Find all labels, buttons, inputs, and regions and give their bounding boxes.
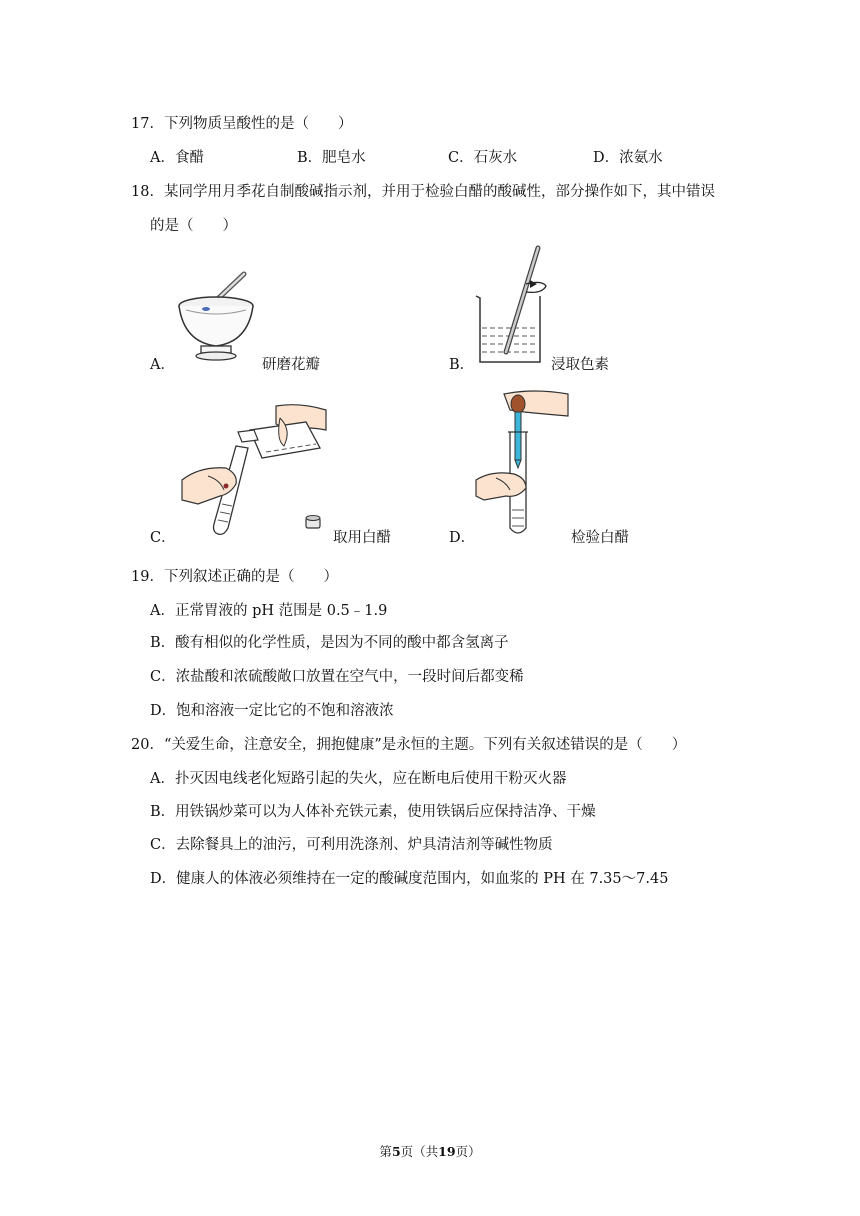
q17-option-c: C．石灰水: [448, 150, 518, 166]
footer-middle: 页（共: [400, 1144, 439, 1159]
q18-option-a-letter: A．: [150, 357, 175, 373]
pouring-into-test-tube-icon: [180, 400, 330, 540]
mortar-pestle-icon: [176, 270, 256, 362]
q19-option-b: B．酸有相似的化学性质，是因为不同的酸中都含氢离子: [150, 635, 509, 651]
page-footer: [0, 1142, 860, 1160]
question-18-stem-line1: 18．某同学用月季花自制酸碱指示剂，并用于检验白醋的酸碱性，部分操作如下，其中错误: [131, 184, 715, 200]
q18-option-d-caption: 检验白醋: [571, 530, 629, 546]
footer-page-number: 5: [391, 1144, 401, 1159]
q20-option-a: A．扑灭因电线老化短路引起的失火，应在断电后使用干粉灭火器: [150, 771, 567, 787]
q18-option-b-letter: B．: [449, 357, 475, 373]
q19-option-c: C．浓盐酸和浓硫酸敞口放置在空气中，一段时间后都变稀: [150, 669, 524, 685]
q20-option-b: B．用铁锅炒菜可以为人体补充铁元素，使用铁锅后应保持洁净、干燥: [150, 804, 596, 820]
q20-option-c: C．去除餐具上的油污，可利用洗涤剂、炉具清洁剂等碱性物质: [150, 837, 553, 853]
question-19-stem: 19．下列叙述正确的是（ ）: [131, 569, 338, 585]
q17-option-d: D．浓氨水: [593, 150, 663, 166]
q18-option-b-caption: 浸取色素: [551, 357, 609, 373]
q18-option-c-letter: C．: [150, 530, 176, 546]
q17-option-b: B．肥皂水: [297, 150, 366, 166]
q18-option-d-letter: D．: [449, 530, 476, 546]
q18-option-c-caption: 取用白醋: [333, 530, 391, 546]
q19-option-d: D．饱和溶液一定比它的不饱和溶液浓: [150, 703, 394, 719]
footer-suffix: 页）: [455, 1144, 481, 1159]
beaker-stirring-icon: [470, 244, 550, 366]
footer-total-pages: 19: [438, 1144, 456, 1159]
q19-option-a: A．正常胃液的 pH 范围是 0.5﹣1.9: [150, 603, 388, 619]
q17-option-a: A．食醋: [150, 150, 204, 166]
footer-prefix: 第: [379, 1144, 392, 1159]
question-18-stem-line2: 的是（ ）: [150, 218, 237, 234]
q18-option-a-caption: 研磨花瓣: [262, 357, 320, 373]
question-20-stem: 20．“关爱生命，注意安全，拥抱健康”是永恒的主题。下列有关叙述错误的是（ ）: [131, 737, 687, 753]
q20-option-d: D．健康人的体液必须维持在一定的酸碱度范围内，如血浆的 PH 在 7.35～7.45: [150, 871, 669, 887]
dropper-test-tube-icon: [474, 388, 570, 540]
question-17-stem: 17．下列物质呈酸性的是（ ）: [131, 116, 353, 132]
